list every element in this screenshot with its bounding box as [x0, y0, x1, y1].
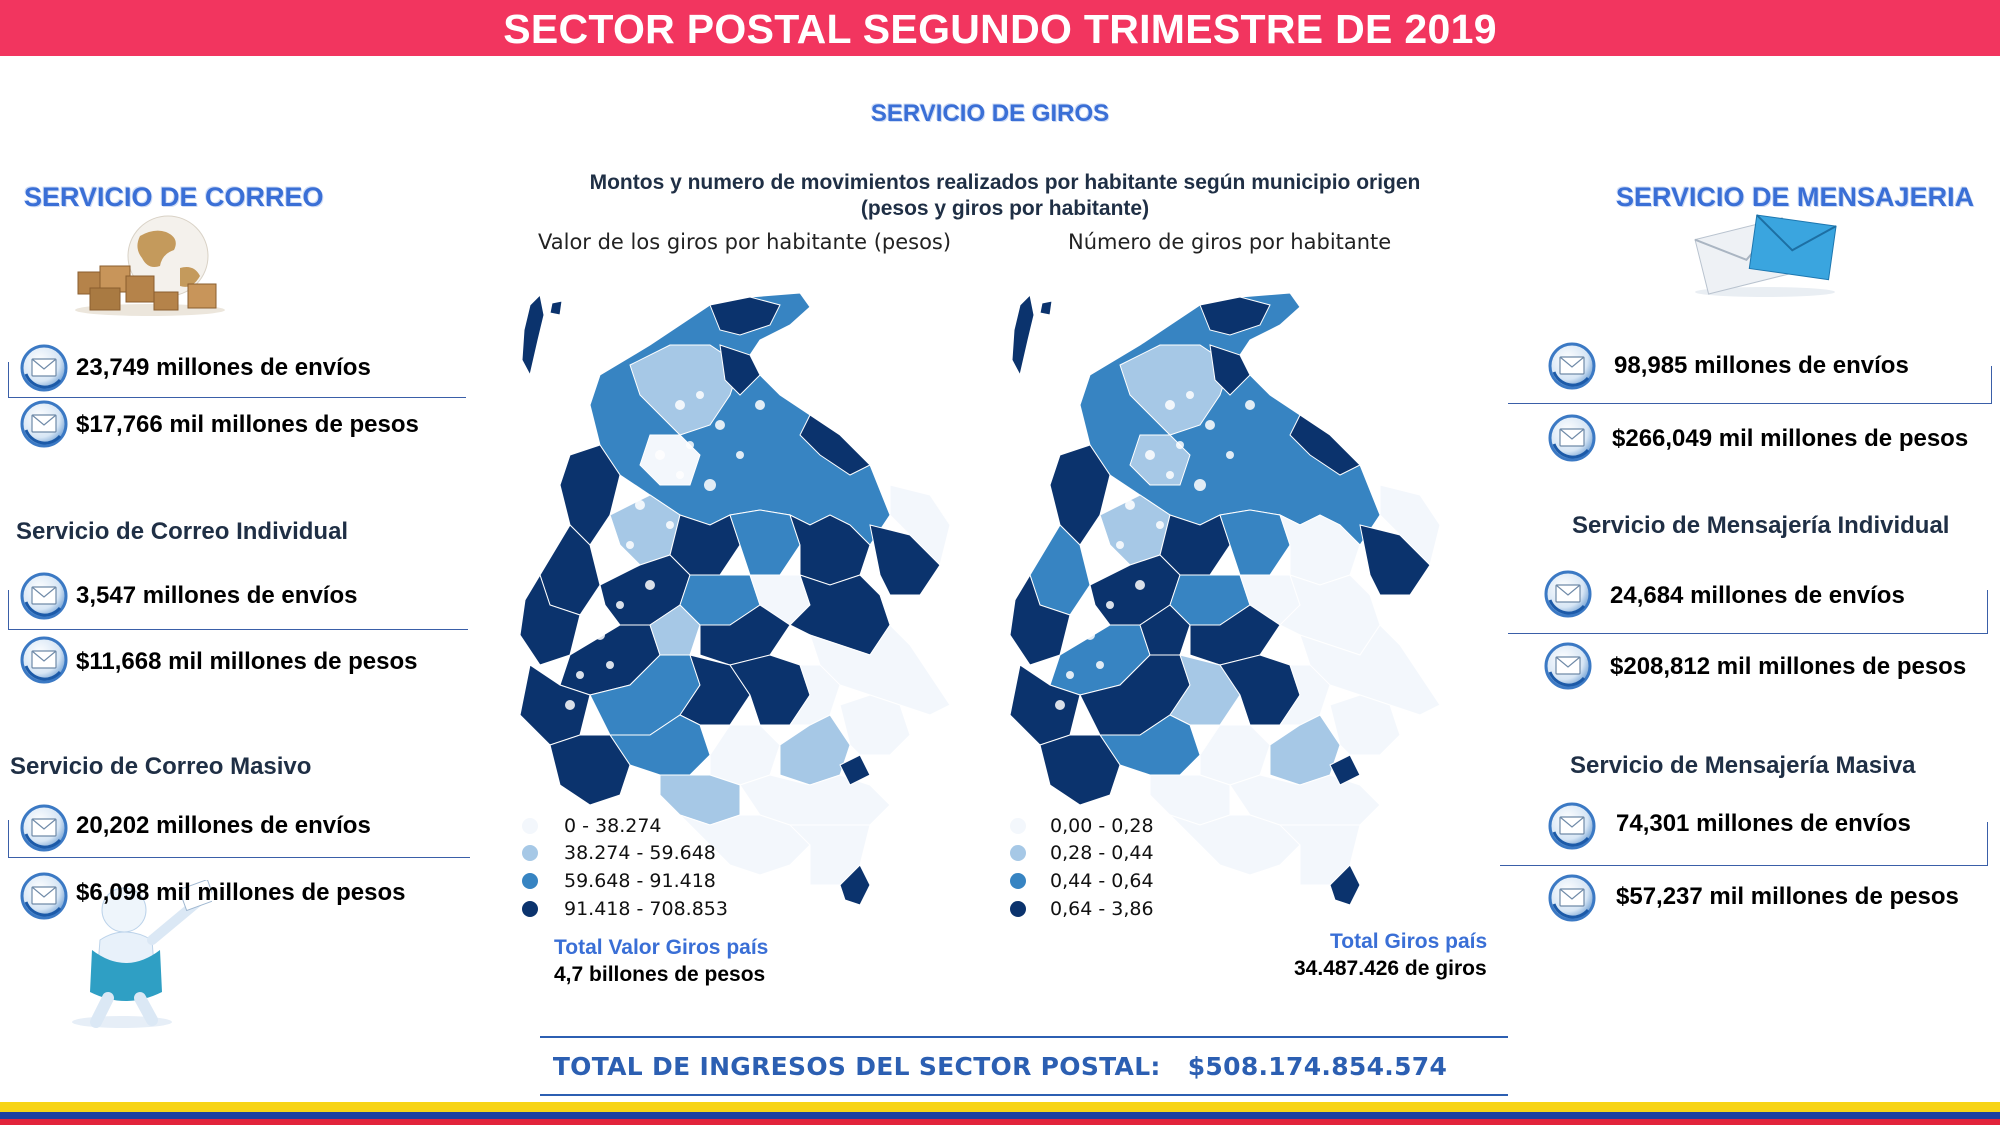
mail-icon — [20, 572, 68, 620]
map1-total-value: 4,7 billones de pesos — [554, 963, 766, 986]
page-title: SECTOR POSTAL SEGUNDO TRIMESTRE DE 2019 — [503, 6, 1497, 52]
total-top-line — [540, 1036, 1508, 1038]
legend1-swatch-3 — [522, 873, 538, 889]
legend2-label-2: 0,28 - 0,44 — [1050, 842, 1154, 864]
correo-envios: 23,749 millones de envíos — [76, 354, 371, 381]
total-bottom-line — [540, 1094, 1508, 1096]
correo-masivo-envios: 20,202 millones de envíos — [76, 812, 371, 839]
mensajeria-masiva-pesos: $57,237 mil millones de pesos — [1616, 883, 1959, 910]
globe-boxes-icon — [70, 210, 228, 318]
flag-stripe-red — [0, 1119, 2000, 1125]
legend2-swatch-4 — [1010, 901, 1026, 917]
correo-individual-envios: 3,547 millones de envíos — [76, 582, 358, 609]
legend1-swatch-2 — [522, 845, 538, 861]
correo-masivo-title: Servicio de Correo Masivo — [10, 753, 312, 780]
flag-stripe-yellow — [0, 1102, 2000, 1112]
envelopes-icon — [1690, 206, 1840, 298]
mensajeria-masiva-envios: 74,301 millones de envíos — [1616, 810, 1911, 837]
mensajeria-individual-pesos: $208,812 mil millones de pesos — [1610, 653, 1967, 680]
legend1-label-4: 91.418 - 708.853 — [564, 898, 728, 920]
giros-chart-subtitle: (pesos y giros por habitante) — [860, 197, 1150, 220]
correo-individual-pesos: $11,668 mil millones de pesos — [76, 648, 418, 675]
mensajeria-envios: 98,985 millones de envíos — [1614, 352, 1909, 379]
correo-title: SERVICIO DE CORREO — [24, 182, 324, 212]
legend1-swatch-1 — [522, 818, 538, 834]
mail-icon — [1544, 642, 1592, 690]
legend2-swatch-2 — [1010, 845, 1026, 861]
mail-icon — [1544, 570, 1592, 618]
colombia-map-numero — [1000, 285, 1460, 905]
correo-pesos: $17,766 mil millones de pesos — [76, 411, 419, 438]
mensajeria-pesos: $266,049 mil millones de pesos — [1612, 425, 1969, 452]
mail-icon — [1548, 414, 1596, 462]
legend2-swatch-1 — [1010, 818, 1026, 834]
legend2-label-3: 0,44 - 0,64 — [1050, 870, 1154, 892]
mail-icon — [1548, 802, 1596, 850]
mail-icon — [1548, 874, 1596, 922]
legend2-label-4: 0,64 - 3,86 — [1050, 898, 1154, 920]
giros-chart-title: Montos y numero de movimientos realizados por habitante según municipio origen — [589, 171, 1421, 194]
map1-caption: Valor de los giros por habitante (pesos) — [538, 230, 952, 254]
mensajeria-individual-envios: 24,684 millones de envíos — [1610, 582, 1905, 609]
mensajeria-individual-title: Servicio de Mensajería Individual — [1572, 512, 1950, 539]
correo-masivo-pesos: $6,098 mil millones de pesos — [76, 879, 406, 906]
map2-caption: Número de giros por habitante — [1068, 230, 1392, 254]
legend1-label-2: 38.274 - 59.648 — [564, 842, 716, 864]
mail-icon — [20, 344, 68, 392]
legend2-label-1: 0,00 - 0,28 — [1050, 815, 1154, 837]
correo-individual-title: Servicio de Correo Individual — [16, 518, 349, 545]
mail-icon — [20, 804, 68, 852]
mensajeria-masiva-title: Servicio de Mensajería Masiva — [1570, 752, 1916, 779]
giros-title: SERVICIO DE GIROS — [870, 100, 1110, 127]
total-ingresos: TOTAL DE INGRESOS DEL SECTOR POSTAL: $508.174.854.574 — [552, 1052, 1448, 1081]
legend2-swatch-3 — [1010, 873, 1026, 889]
map2-total-label: Total Giros país — [1330, 930, 1488, 953]
legend1-label-1: 0 - 38.274 — [564, 815, 662, 837]
colombia-map-valor — [510, 285, 970, 905]
flag-stripe-blue — [0, 1112, 2000, 1119]
legend1-swatch-4 — [522, 901, 538, 917]
map2-total-value: 34.487.426 de giros — [1294, 957, 1487, 980]
mail-icon — [20, 636, 68, 684]
mail-icon — [20, 400, 68, 448]
mail-icon — [1548, 342, 1596, 390]
mensajeria-title: SERVICIO DE MENSAJERIA — [1616, 182, 1975, 212]
map1-total-label: Total Valor Giros país — [554, 936, 769, 959]
legend1-label-3: 59.648 - 91.418 — [564, 870, 716, 892]
